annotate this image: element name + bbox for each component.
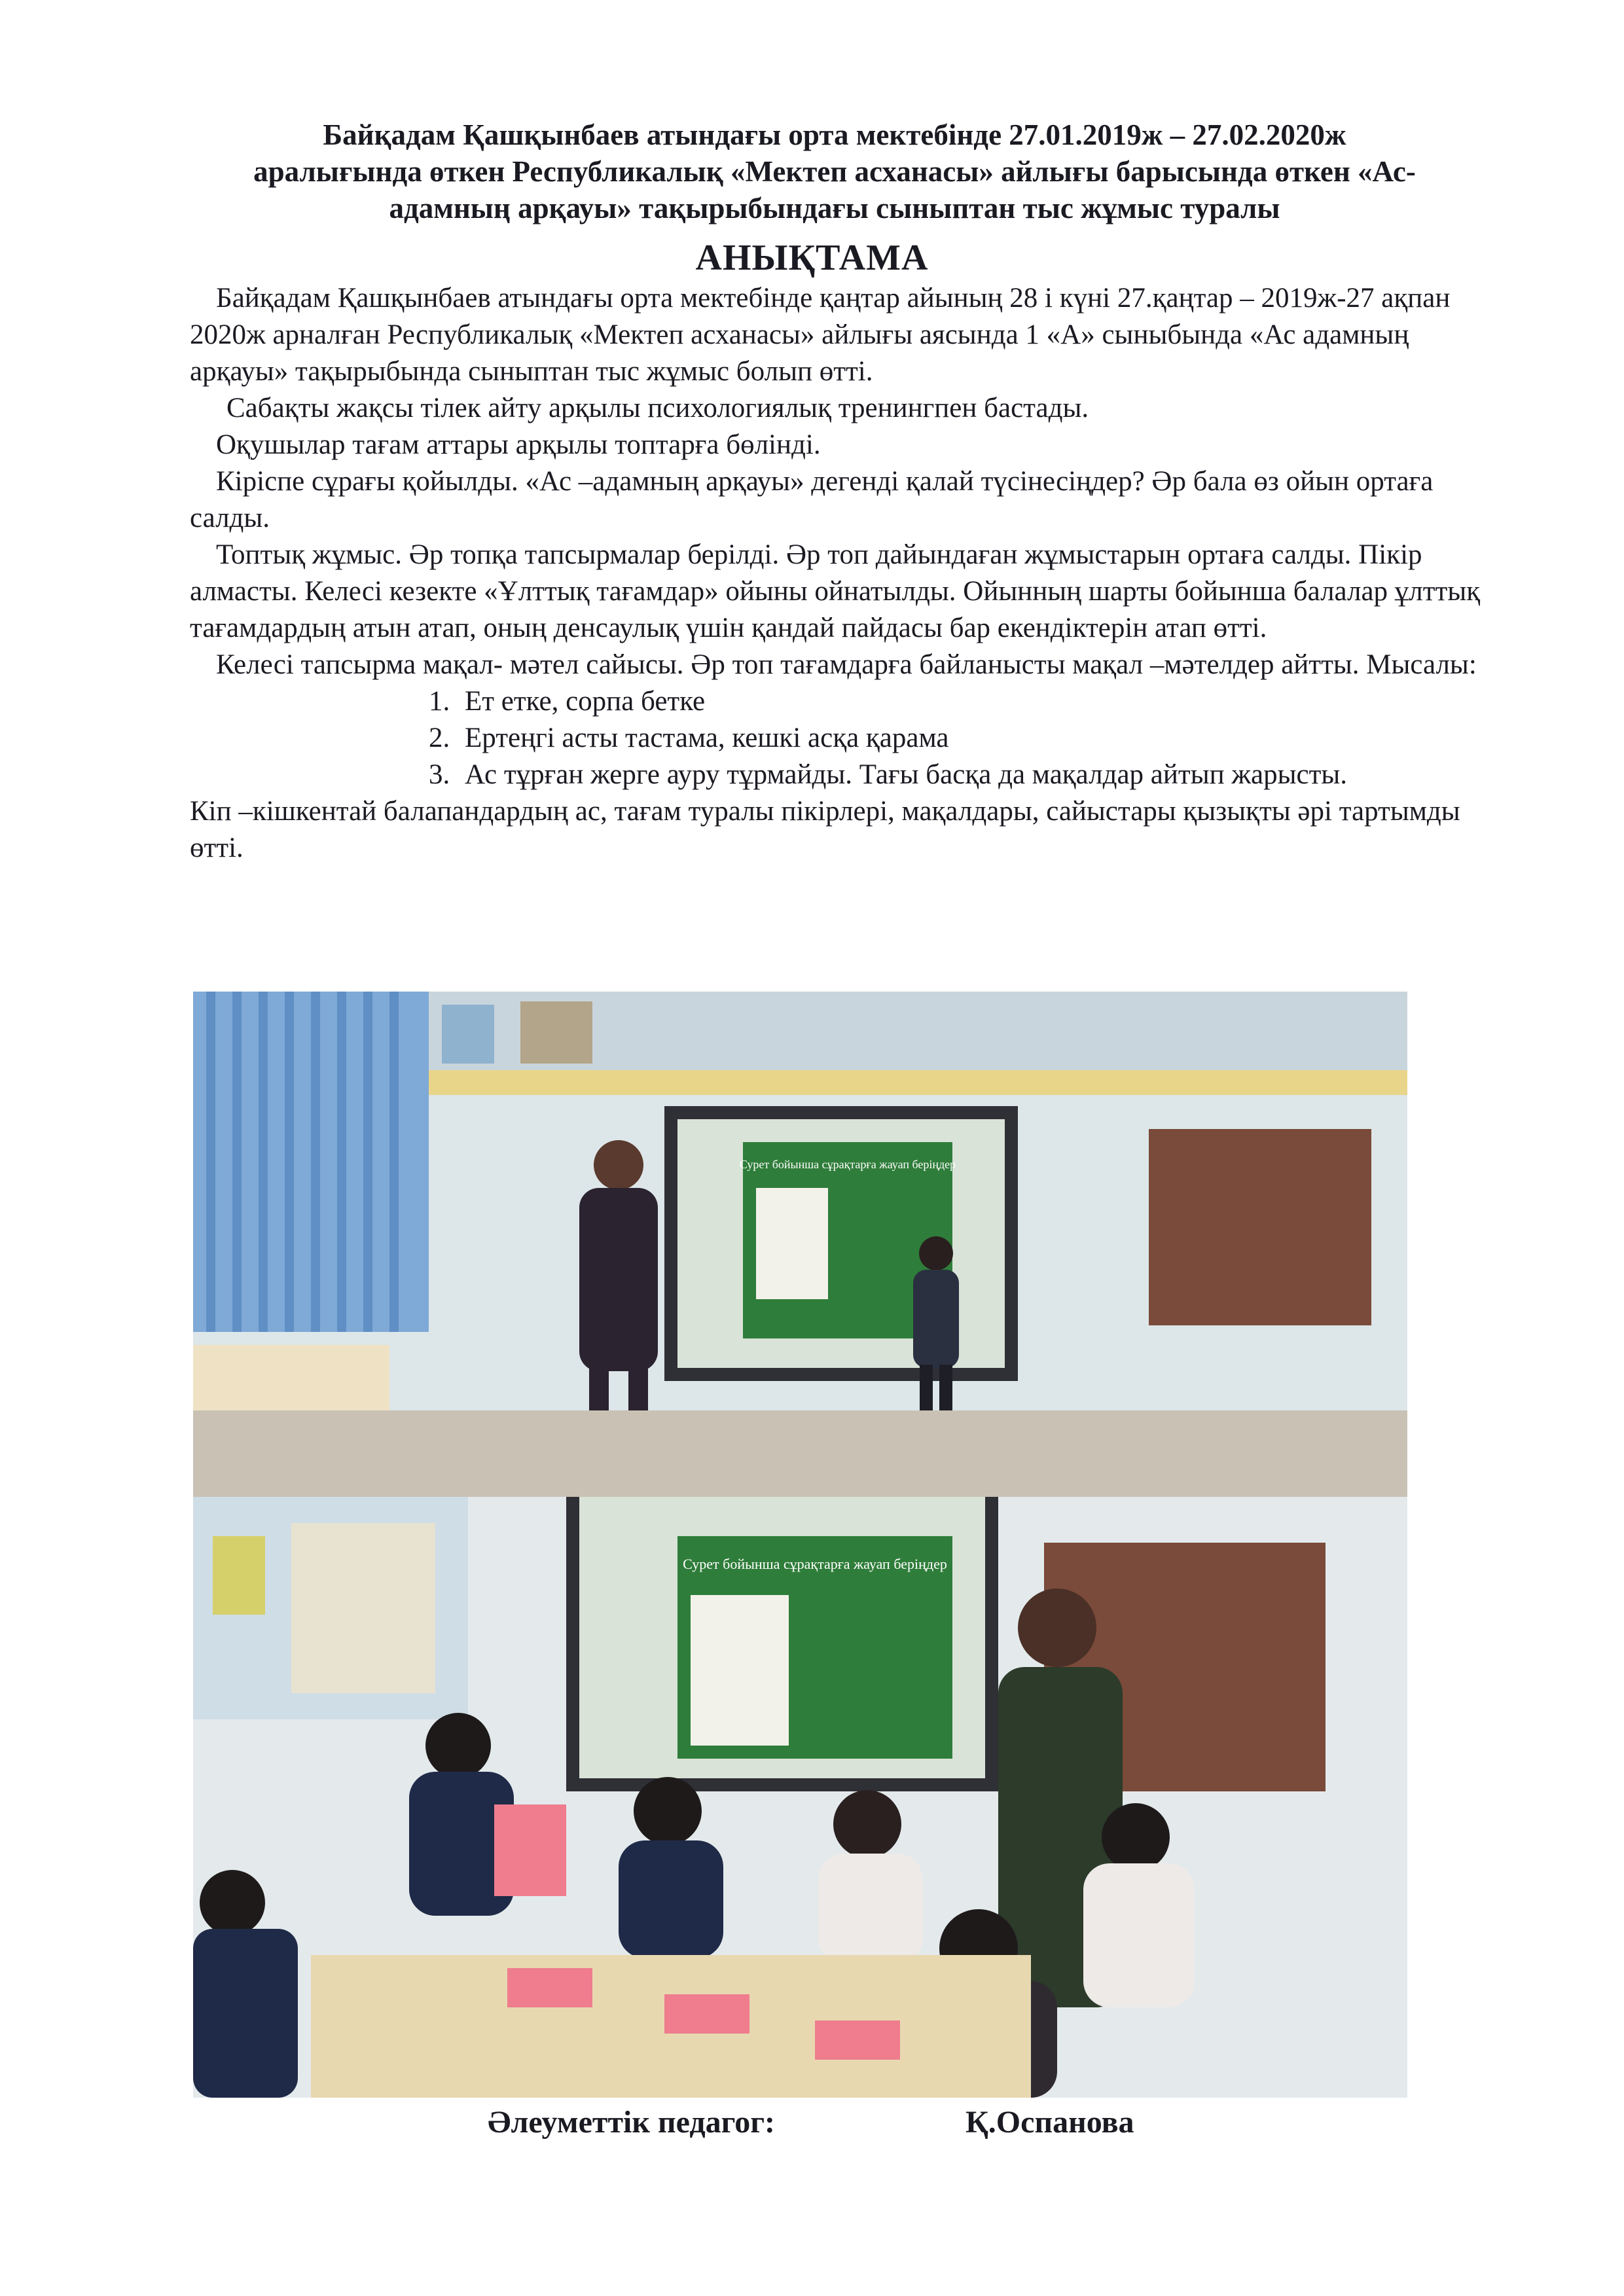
document-body <box>190 280 1492 867</box>
paragraph-groups: Оқушылар тағам аттары арқылы топтарға бөлінді. <box>216 429 821 460</box>
list-item-number: 2. <box>429 723 450 753</box>
header-line-1: Байқадам Қашқынбаев атындағы орта мектебінде 27.01.2019ж – 27.02.2020ж <box>323 118 1346 151</box>
classroom-photo-table <box>193 1497 1407 2098</box>
list-item-number: 3. <box>429 759 450 790</box>
header-line-3: адамның арқауы» тақырыбындағы сыныптан тыс жұмыс туралы <box>389 192 1280 224</box>
list-item-text: Ертеңгі асты тастама, кешкі асқа қарама <box>465 723 949 753</box>
classroom-photo-table-image <box>193 1497 1407 2098</box>
proverb-list <box>190 683 1492 793</box>
signature-name: Қ.Оспанова <box>965 2105 1134 2140</box>
paragraph-conclusion: Кіп –кішкентай балапандардың ас, тағам туралы пікірлері, мақалдары, сайыстары қызықты әрі тартымды өтті. <box>190 796 1460 863</box>
paragraph-group-work: Топтық жұмыс. Әр топқа тапсырмалар берілді. Әр топ дайындаған жұмыстарын ортаға салды. Пікір алмасты. Келесі кезекте «Ұлттық тағамдар» ойыны ойнатылды. Ойынның шарты бойынша балалар ұлттық тағамдардың атын атап, оның денсаулық үшін қандай пайдасы бар екендіктерін атап өтті. <box>190 539 1481 643</box>
classroom-photo-board <box>193 992 1407 1497</box>
paragraph-proverb-contest: Келесі тапсырма мақал- мәтел сайысы. Әр топ тағамдарға байланысты мақал –мәтелдер айтты. Мысалы: <box>216 649 1477 680</box>
document-header <box>196 117 1473 226</box>
signature-role: Әлеуметтік педагог: <box>488 2105 776 2140</box>
slide-title-text: Сурет бойынша сұрақтарға жауап беріңдер <box>739 1158 956 1171</box>
header-line-2: аралығында өткен Республикалық «Мектеп асханасы» айлығы барысында өткен «Ас- <box>253 155 1416 188</box>
paragraph-intro: Байқадам Қашқынбаев атындағы орта мектебінде қаңтар айының 28 і күні 27.қаңтар – 2019ж-27 ақпан 2020ж арналған Республикалық «Мектеп асханасы» айлығы аясында 1 «А» сыныбында «Ас адамның арқауы» тақырыбында сыныптан тыс жұмыс болып өтті. <box>190 283 1451 387</box>
list-item <box>190 720 1492 757</box>
list-item-text: Ас тұрған жерге ауру тұрмайды. Тағы басқа да мақалдар айтып жарысты. <box>465 759 1348 790</box>
document-title: АНЫҚТАМА <box>695 238 929 278</box>
slide-title-text: Сурет бойынша сұрақтарға жауап беріңдер <box>683 1556 947 1572</box>
classroom-photo-board-image <box>193 992 1407 1497</box>
list-item <box>190 757 1492 793</box>
paragraph-training: Сабақты жақсы тілек айту арқылы психологиялық тренингпен бастады. <box>226 393 1089 423</box>
paragraph-question: Кіріспе сұрағы қойылды. «Ас –адамның арқауы» дегенді қалай түсінесіңдер? Әр бала өз ойын ортаға салды. <box>190 466 1434 533</box>
list-item-text: Ет етке, сорпа бетке <box>465 686 706 717</box>
list-item-number: 1. <box>429 686 450 717</box>
list-item <box>190 683 1492 720</box>
